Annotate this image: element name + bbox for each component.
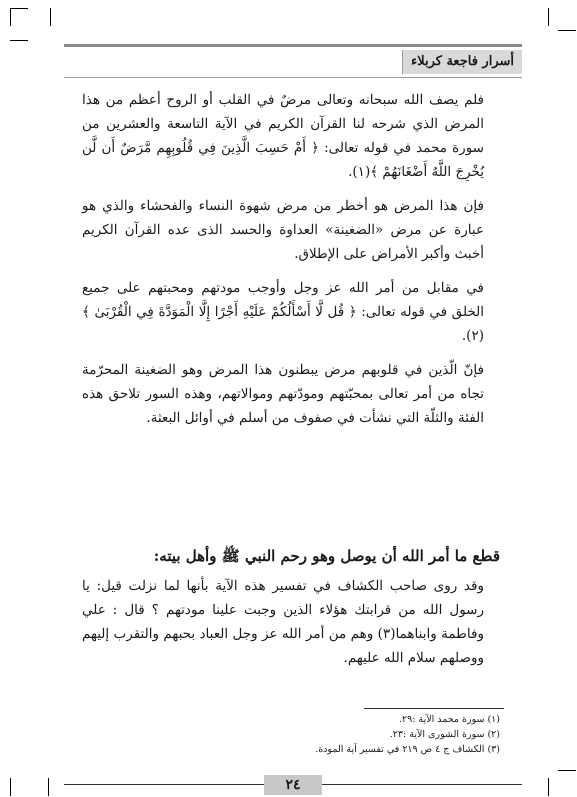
crop-mark [48, 778, 49, 796]
footnotes [82, 712, 500, 757]
crop-mark [558, 30, 576, 31]
running-header [64, 44, 522, 78]
crop-mark [10, 8, 11, 26]
footnote: (٢) سورة الشورى الآية :٢٣. [389, 729, 500, 740]
footnote: (٣) الكشاف ج ٤ ص ٢١٩ في تفسير آية المودة. [315, 744, 500, 755]
crop-mark [50, 8, 51, 26]
paragraph: فإن هذا المرض هو أخطر من مرض شهوة النساء والفحشاء والذي هو عبارة عن مرض «الضغينة» العداوة والحسد الذى عده القرآن الكريم أخبث وأكبر الأمراض على الإطلاق. [82, 198, 484, 262]
paragraph: وقد روى صاحب الكشاف في تفسير هذه الآية بأنها لما نزلت قيل: يا رسول الله من قرابتك هؤلاء الذين وجبت علينا مودتهم ؟ قال : علي وفاطمة وابناهما(٣) وهم من أمر الله عز وجل العباد بحبهم والتقرب إليهم ووصلهم سلام الله عليهم. [82, 578, 484, 666]
paragraph: فلم يصف الله سبحانه وتعالى مرضٌ في القلب أو الروح أعظم من هذا المرض الذي شرحه لنا القرآن الكريم في الآية التاسعة والعشرين من سورة محمد في قوله تعالى: ﴿ أَمْ حَسِبَ الَّذِينَ فِي قُلُوبِهِم مَّرَضٌ أَن لَّن يُخْرِجَ اللَّهُ أَضْغَانَهُمْ ﴾(١). [82, 92, 484, 180]
crop-mark [548, 8, 549, 26]
section-heading: قطع ما أمر الله أن يوصل وهو رحم النبي ﷺ وأهل بيته: [153, 547, 500, 565]
crop-mark [558, 770, 576, 771]
body-text [82, 88, 500, 440]
crop-mark [10, 778, 11, 796]
paragraph: في مقابل من أمر الله عز وجل وأوجب مودتهم ومحبتهم على جميع الخلق في قوله تعالى: ﴿ قُل لَّا أَسْأَلُكُمْ عَلَيْهِ أَجْرًا إِلَّا الْمَوَدَّةَ فِي الْقُرْبَىٰ ﴾(٢). [82, 280, 484, 344]
crop-mark [548, 778, 549, 796]
book-page [64, 44, 522, 793]
body-text [82, 574, 500, 670]
footnote: (١) سورة محمد الآية :٢٩. [399, 714, 500, 725]
page-number: ٢٤ [264, 775, 322, 795]
running-header-title: أسرار فاجعة كربلاء [402, 50, 522, 74]
paragraph: فإنّ الّذين في قلوبهم مرض يبطنون هذا المرض وهو الضغينة المحرّمة تجاه من أمر تعالى بمحبّتهم ومودّتهم وموالاتهم، وهذه السور تلاحق هذه الفئة والثلّة التي نشأت في صفوف من أسلم في أوائل البعثة. [82, 362, 484, 426]
crop-mark [10, 8, 28, 9]
footnote-divider [364, 708, 504, 709]
crop-mark [10, 40, 28, 41]
